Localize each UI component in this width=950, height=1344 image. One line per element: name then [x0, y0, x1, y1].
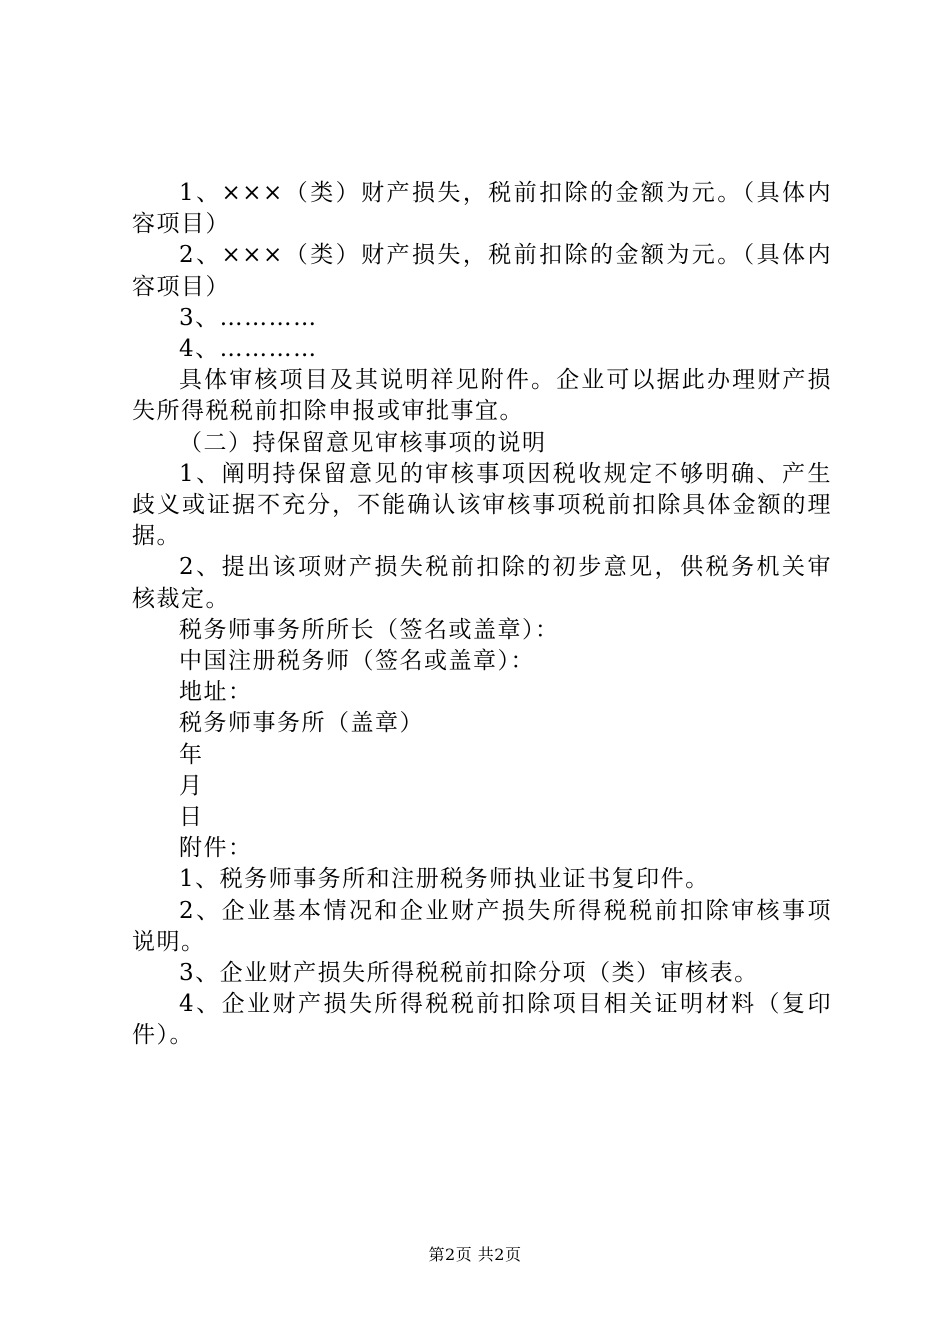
date-year: 年: [179, 741, 204, 768]
attachments-heading: 附件：: [179, 835, 253, 862]
attachment-item-2: 2、企业基本情况和企业财产损失所得税税前扣除审核事项说明。: [132, 897, 832, 955]
director-signature-line: 税务师事务所所长（签名或盖章）：: [179, 616, 560, 643]
attachment-item-1: 1、税务师事务所和注册税务师执业证书复印件。: [179, 866, 710, 893]
date-month: 月: [179, 772, 204, 799]
paragraph-reserved-point-1: 1、阐明持保留意见的审核事项因税收规定不够明确、产生歧义或证据不充分，不能确认该审核事项税前扣除具体金额的理据。: [132, 460, 832, 550]
paragraph-item-1: 1、×××（类）财产损失，税前扣除的金额为元。（具体内容项目）: [132, 180, 832, 238]
paragraph-item-2: 2、×××（类）财产损失，税前扣除的金额为元。（具体内容项目）: [132, 242, 832, 300]
cta-signature-line: 中国注册税务师（签名或盖章）：: [179, 648, 535, 675]
section-heading-reserved-opinion: （二）持保留意见审核事项的说明: [179, 429, 547, 456]
paragraph-item-3: 3、…………: [179, 304, 318, 331]
paragraph-review-details: 具体审核项目及其说明祥见附件。企业可以据此办理财产损失所得税税前扣除申报或审批事宜。: [132, 367, 832, 425]
paragraph-item-4: 4、…………: [179, 336, 318, 363]
firm-seal-line: 税务师事务所（盖章）: [179, 710, 424, 737]
page-footer: 第2页 共2页: [428, 1245, 522, 1264]
document-body: [132, 178, 832, 1052]
attachment-item-4: 4、企业财产损失所得税税前扣除项目相关证明材料（复印件）。: [132, 991, 832, 1049]
address-line: 地址：: [179, 679, 253, 706]
date-day: 日: [179, 804, 204, 831]
attachment-item-3: 3、企业财产损失所得税税前扣除分项（类）审核表。: [179, 960, 759, 987]
signature-block: [132, 615, 832, 865]
paragraph-reserved-point-2: 2、提出该项财产损失税前扣除的初步意见，供税务机关审核裁定。: [132, 554, 832, 612]
